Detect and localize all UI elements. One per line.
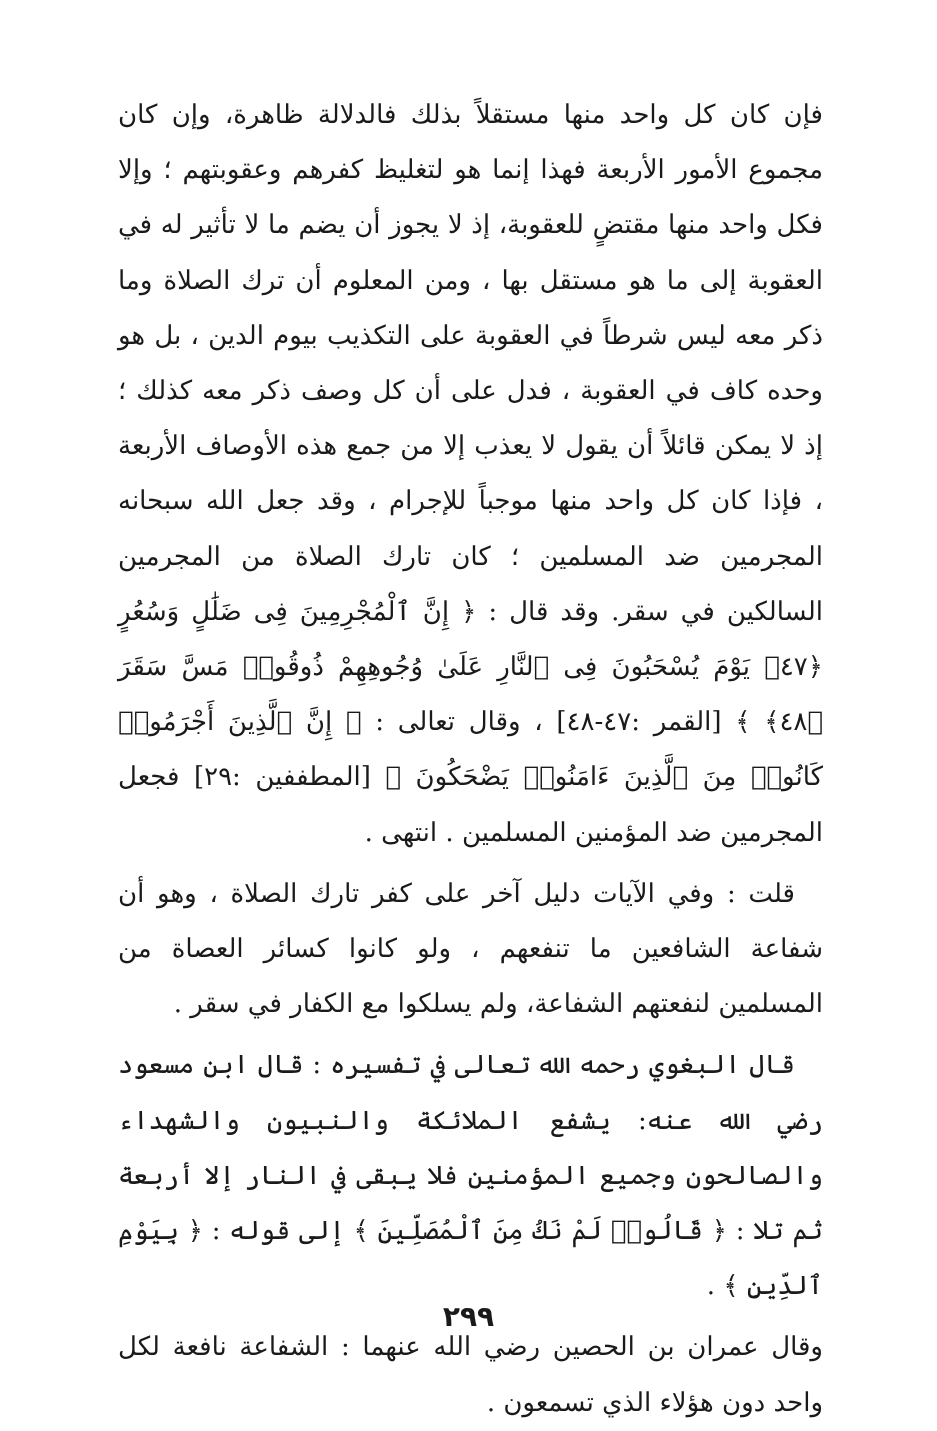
paragraph-1: فإن كان كل واحد منها مستقلاً بذلك فالدلالة ظاهرة، وإن كان مجموع الأمور الأربعة فهذا إنما هو لتغليظ كفرهم وعقوبتهم ؛ وإلا فكل واحد منها مقتضٍ للعقوبة، إذ لا يجوز أن يضم ما لا تأثير له في العقوبة إلى ما هو مستقل بها ، ومن المعلوم أن ترك الصلاة وما ذكر معه ليس شرطاً في العقوبة على التكذيب بيوم الدين ، بل هو وحده كاف في العقوبة ، فدل على أن كل وصف ذكر معه كذلك ؛ إذ لا يمكن قائلاً أن يقول لا يعذب إلا من جمع هذه الأوصاف الأربعة ، فإذا كان كل واحد منها موجباً للإجرام ، وقد جعل الله سبحانه المجرمين ضد المسلمين ؛ كان تارك الصلاة من المجرمين السالكين في سقر. وقد قال : ﴿ إِنَّ ٱلْمُجْرِمِينَ فِى ضَلَٰلٍ وَسُعُرٍ ﴿٤٧﴾ يَوْمَ يُسْحَبُونَ فِى ٱلنَّارِ عَلَىٰ وُجُوهِهِمْ ذُوقُوا۟ مَسَّ سَقَرَ ﴿٤٨﴾ ﴾ [القمر :٤٧-٤٨] ، وقال تعالى : ﴿ إِنَّ ٱلَّذِينَ أَجْرَمُوا۟ كَانُوا۟ مِنَ ٱلَّذِينَ ءَامَنُوا۟ يَضْحَكُونَ ﴾ [المطففين :٢٩] فجعل المجرمين ضد المؤمنين المسلمين . انتهى . [118,100,823,848]
page-number: ٢٩٩ [442,1300,495,1333]
paragraph-4: وقال عمران بن الحصين رضي الله عنهما : الشفاعة نافعة لكل واحد دون هؤلاء الذي تسمعون . [118,1332,823,1418]
paragraph-3: قال البغوي رحمه الله تعالى في تفسيره : قال ابن مسعود رضي الله عنه: يشفع الملائكة والنبيون والشهداء والصالحون وجميع المؤمنين فلا يبقى في النار إلا أربعة ثم تلا : ﴿ قَالُوا۟ لَمْ نَكُ مِنَ ٱلْمُصَلِّينَ ﴾ إلى قوله : ﴿ بِيَوْمِ ٱلدِّينِ ﴾ . [118,1050,823,1302]
paragraph-2: قلت : وفي الآيات دليل آخر على كفر تارك الصلاة ، وهو أن شفاعة الشافعين ما تنفعهم ، ولو كانوا كسائر العصاة من المسلمين لنفعتهم الشفاعة، ولم يسلكوا مع الكفار في سقر . [118,878,823,1020]
